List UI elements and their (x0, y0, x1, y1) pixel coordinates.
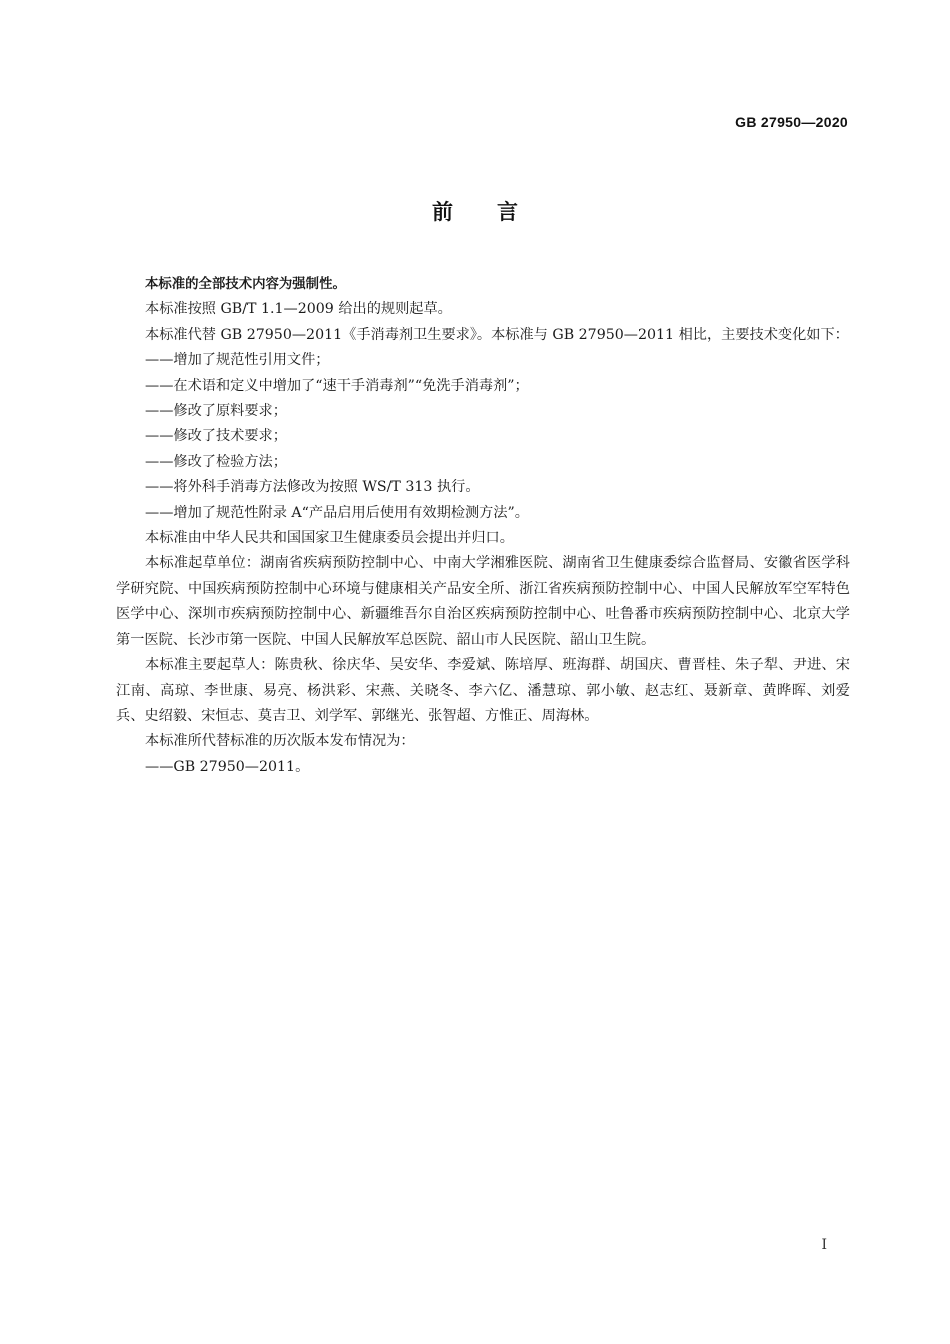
proposer-paragraph: 本标准由中华人民共和国国家卫生健康委员会提出并归口。 (145, 530, 514, 547)
mandatory-statement: 本标准的全部技术内容为强制性。 (145, 277, 346, 292)
version-history-item: ——GB 27950—2011。 (145, 758, 310, 775)
change-item: ——增加了规范性附录 A“产品启用后使用有效期检测方法”。 (145, 504, 529, 521)
change-item: ——修改了检验方法； (145, 453, 287, 470)
change-item: ——修改了技术要求； (145, 428, 287, 445)
standard-number: GB 27950—2020 (735, 114, 848, 130)
drafting-units-paragraph: 本标准起草单位：湖南省疾病预防控制中心、中南大学湘雅医院、湖南省卫生健康委综合监督局、安徽省医学科学研究院、中国疾病预防控制中心环境与健康相关产品安全所、浙江省疾病预防控制中心、中国人民解放军空军特色医学中心、深圳市疾病预防控制中心、新疆维吾尔自治区疾病预防控制中心、吐鲁番市疾病预防控制中心、北京大学第一医院、长沙市第一医院、中国人民解放军总医院、韶山市人民医院、韶山卫生院。 (116, 555, 850, 648)
page-title: 前言 (432, 200, 562, 224)
replacement-paragraph: 本标准代替 GB 27950—2011《手消毒剂卫生要求》。本标准与 GB 27950—2011 相比，主要技术变化如下： (145, 326, 849, 343)
version-history-paragraph: 本标准所代替标准的历次版本发布情况为： (145, 733, 415, 750)
change-item: ——增加了规范性引用文件； (145, 352, 330, 369)
drafting-rules-paragraph: 本标准按照 GB/T 1.1—2009 给出的规则起草。 (145, 301, 452, 318)
page-number: I (821, 1237, 827, 1253)
change-item: ——将外科手消毒方法修改为按照 WS/T 313 执行。 (145, 479, 480, 496)
change-item: ——修改了原料要求； (145, 403, 287, 420)
foreword-body (116, 272, 850, 780)
change-item: ——在术语和定义中增加了“速干手消毒剂”“免洗手消毒剂”； (145, 377, 529, 394)
drafters-paragraph: 本标准主要起草人：陈贵秋、徐庆华、吴安华、李爱斌、陈培厚、班海群、胡国庆、曹晋桂、朱子犁、尹进、宋江南、高琼、李世康、易亮、杨洪彩、宋燕、关晓冬、李六亿、潘慧琼、郭小敏、赵志红、聂新章、黄晔晖、刘爱兵、史绍毅、宋恒志、莫吉卫、刘学军、郭继光、张智超、方惟正、周海林。 (116, 657, 850, 724)
